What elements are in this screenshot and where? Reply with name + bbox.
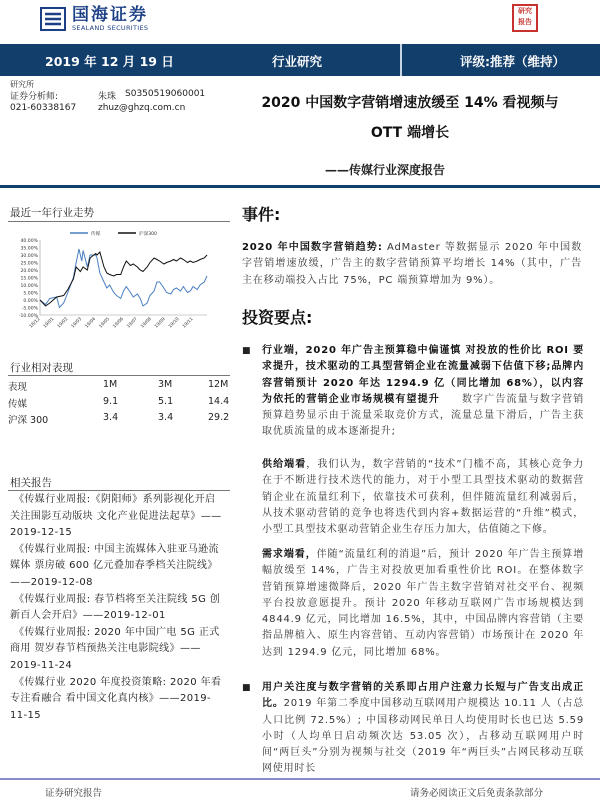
point-4-lead: 用户关注度与数字营销的关系即占用户注意力长短与广告支出成正比。: [262, 682, 584, 710]
header-band: [0, 44, 600, 76]
related-report-link[interactable]: 《传媒行业周报:《阴阳师》系列影视化开启关注围影互动版块 文化产业促进法起草》——2019-12-15: [10, 494, 222, 539]
report-category: 行业研究: [272, 54, 323, 69]
x-tick-label: 19/11: [182, 316, 195, 330]
table-cell: 表现: [8, 382, 28, 393]
trend-chart: [0, 225, 225, 350]
table-cell: 12M: [208, 379, 229, 390]
footer-left: 证券研究报告: [45, 788, 103, 799]
x-tick-label: 19/10: [168, 316, 181, 330]
bullet-icon: ■: [242, 683, 251, 693]
table-cell: 沪深 300: [8, 415, 49, 426]
related-report-link[interactable]: 《传媒行业 2020 年度投资策略: 2020 年看专注看融合 看中国文化真内核》——2019-11-15: [10, 676, 222, 721]
analyst-phone: 021-60338167: [10, 103, 77, 113]
x-tick-label: 19/05: [98, 316, 111, 330]
y-tick-label: 20.00%: [20, 269, 38, 274]
point-2: [262, 457, 584, 538]
y-tick-label: 30.00%: [20, 254, 38, 259]
report-title-line2: OTT 端增长: [370, 125, 450, 141]
x-tick-label: 19/03: [70, 316, 84, 330]
point-1-body: 数字广告流量与数字营销预算趋势显示由于流量采取竞价方式，流量总量下滑后，广告主获取优质流量的成本逐渐提升;: [262, 393, 584, 438]
logo-cn: 国海证券: [72, 5, 148, 25]
related-report-link[interactable]: 《传媒行业周报: 春节档将至关注院线 5G 创新百人会开启》——2019-12-01: [10, 593, 221, 622]
table-row: [8, 412, 230, 429]
footer-disclaimer: 请务必阅读正文后免责条款部分: [410, 788, 544, 799]
table-cell: 1M: [103, 379, 118, 390]
performance-heading: 行业相对表现: [10, 362, 73, 374]
rating: 评级:推荐（维持）: [460, 54, 565, 69]
event-paragraph: [242, 240, 582, 289]
bullet-icon: ■: [242, 346, 251, 356]
divider: [8, 490, 230, 491]
x-tick-label: 19/04: [84, 316, 98, 330]
table-cell: 5.1: [158, 395, 174, 407]
y-tick-label: 10.00%: [20, 284, 38, 289]
point-3-body: 伴随“流量红利的消退”后，预计 2020 年广告主预算增幅放缓至 14%，广告主对投放更加看重性价比 ROI。在整体数字营销预算增速微降后，2020 年广告主数字营销对社交平台、视频平台投放意愿提升。预计 2020 年移动互联网广告市场规模达到 4844.9 亿元，同比增加 16.5%，其中，中国品牌内容营销（主要指品牌植入、原生内容营销、互动内容营销）市场预计在 2020 年达到 1294.9 亿元，同比增加 68%。: [262, 549, 585, 658]
point-1: [262, 343, 584, 441]
point-1-lead: 行业端，2020 年广告主预算稳中偏谨慎 对投放的性价比 ROI 要求提升，技术驱动的工具型营销企业在流量减弱下估值下移;品牌内容营销预计 2020 年达 1294.9 亿（同比增加 68%），以内容为依托的营销企业市场规模有望提升: [262, 345, 584, 405]
y-tick-label: 25.00%: [20, 261, 38, 267]
points-heading: 投资要点:: [242, 308, 313, 327]
table-cell: 29.2: [208, 412, 230, 423]
report-date: 2019 年 12 月 19 日: [45, 54, 174, 69]
table-row: [8, 395, 230, 413]
x-tick-label: 19/08: [140, 316, 153, 330]
related-heading: 相关报告: [10, 477, 52, 489]
table-cell: 9.1: [103, 395, 119, 407]
x-tick-label: 18/12: [28, 316, 42, 330]
series-line-hs300: [40, 252, 207, 306]
header-rule: [0, 185, 600, 188]
table-cell: 14.4: [208, 395, 230, 407]
y-tick-label: -10.00%: [18, 314, 38, 319]
point-4-body: 2019 年第二季度中国移动互联网用户规模达 10.11 人（占总人口比例 72.5%）; 中国移动网民单日人均使用时长也已达 5.59 小时（人均单日启动频次达 53.05 次），占移动互联网用户时间“两巨头”分别为视频与社交（2019 年“两巨头”占网民移动互联网使用时长: [262, 698, 584, 775]
x-tick-label: 19/07: [126, 316, 139, 330]
report-title-line1: 2020 中国数字营销增速放缓至 14% 看视频与: [261, 95, 559, 111]
analyst-role: 证券分析师:: [10, 92, 59, 102]
y-tick-label: -5.00%: [21, 306, 38, 312]
y-tick-label: 5.00%: [23, 291, 38, 297]
x-tick-label: 19/01: [42, 316, 56, 330]
point-4: [262, 680, 584, 778]
y-tick-label: 35.00%: [20, 246, 38, 252]
event-body: AdMaster 等数据显示 2020 年中国数字营销增速放缓，广告主的数字营销预算平均增长 14%（其中，广告主在移动端投入占比 75%，PC 端预算增加为 9%）。: [242, 242, 583, 286]
seal-stamp: 研究 报告: [512, 4, 538, 32]
series-line-media: [40, 249, 207, 308]
company-logo: [40, 6, 148, 32]
table-cell: 3.4: [158, 412, 174, 423]
point-3-lead: 需求端看，: [262, 549, 317, 560]
legend-label: 沪深300: [139, 232, 157, 237]
point-2-lead: 供给端看: [262, 459, 307, 470]
analyst-email[interactable]: zhuz@ghzq.com.cn: [98, 103, 186, 113]
footer-rule: [0, 778, 600, 780]
x-tick-label: 19/09: [154, 316, 167, 330]
table-cell: 3M: [158, 379, 173, 390]
table-cell: 传媒: [8, 398, 28, 410]
related-report-link[interactable]: 《传媒行业周报: 中国主流媒体入驻亚马逊流媒体 票房破 600 亿元叠加春季档关注院线》——2019-12-08: [10, 543, 219, 588]
logo-mark-icon: [40, 6, 66, 32]
report-subtitle: ——传媒行业深度报告: [325, 163, 446, 177]
event-lead: 2020 年中国数字营销趋势:: [242, 242, 383, 253]
band-divider: [400, 44, 402, 76]
x-tick-label: 19/06: [112, 316, 125, 330]
performance-table: [8, 379, 230, 429]
table-cell: 3.4: [103, 412, 119, 423]
event-heading: 事件:: [242, 205, 281, 224]
point-2-body: ，我们认为，数字营销的“技术”门槛不高，其核心竞争力在于不断进行技术迭代的能力，对于小型工具型技术驱动的数据营销企业在流量红利下，依靠技术可获利，但伴随流量红利减弱后，从技术驱动营销的竞争也将迭代到内容+数据运营的“升维”模式，小型工具型技术驱动营销企业生存压力加大，估值随之下修。: [262, 459, 584, 536]
analyst-name: 朱珠: [98, 92, 117, 102]
related-report-link[interactable]: 《传媒行业周报: 2020 年中国广电 5G 正式商用 贺岁春节档预热关注电影院线》——2019-11-24: [10, 626, 220, 671]
analyst-license: S0350519060001: [125, 89, 206, 99]
related-reports-list: [10, 492, 225, 724]
trend-heading: 最近一年行业走势: [10, 207, 94, 219]
y-tick-label: 0.00%: [23, 299, 38, 304]
divider: [8, 375, 230, 376]
logo-en: SEALAND SECURITIES: [72, 24, 149, 32]
legend-label: 传媒: [91, 232, 101, 237]
dept-label: 研究所: [10, 80, 34, 89]
table-header: [8, 379, 229, 396]
y-tick-label: 40.00%: [20, 239, 38, 244]
divider: [8, 221, 230, 222]
y-tick-label: 15.00%: [20, 276, 38, 282]
point-3: [262, 547, 584, 661]
x-tick-label: 19/02: [56, 316, 70, 330]
